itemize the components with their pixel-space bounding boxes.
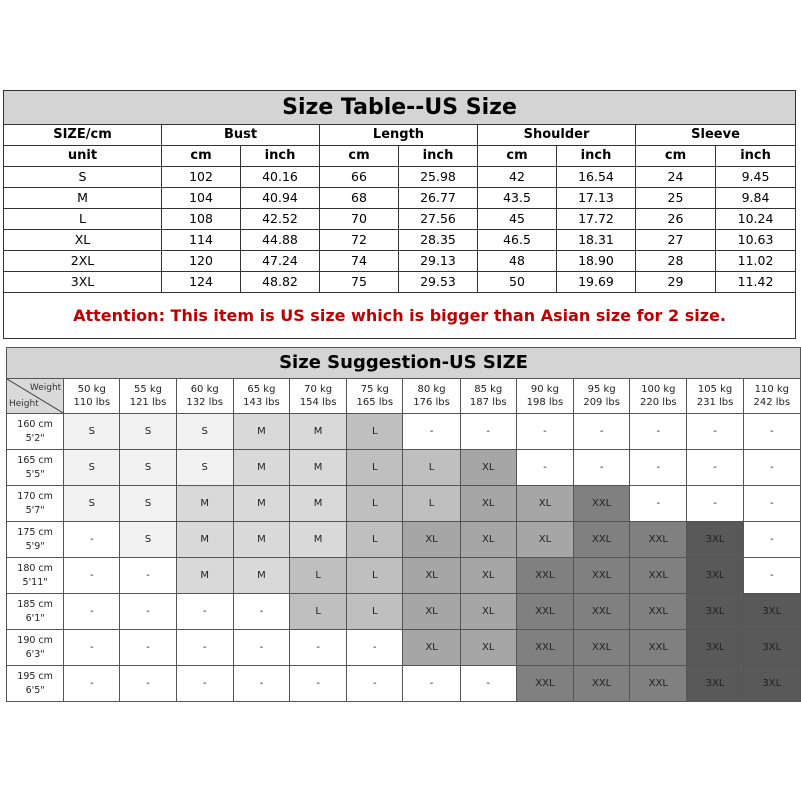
size-suggestion-cell: XXL: [516, 594, 573, 630]
measurement-cell: 124: [162, 272, 241, 293]
size-suggestion-cell: 3XL: [687, 630, 743, 666]
height-row: [7, 630, 801, 666]
size-suggestion-cell: -: [516, 450, 573, 486]
height-ft: 5'2": [25, 432, 45, 444]
measurement-cell: 74: [320, 251, 399, 272]
size-label: 3XL: [4, 272, 162, 293]
measurement-cell: 16.54: [557, 167, 636, 188]
measurement-cell: 45: [478, 209, 557, 230]
size-suggestion-cell: -: [64, 522, 120, 558]
header-sleeve: Sleeve: [636, 125, 796, 146]
height-cm: 175 cm: [17, 526, 53, 538]
size-suggestion-cell: M: [176, 486, 233, 522]
weight-kg: 105 kg: [697, 384, 733, 395]
weight-kg: 95 kg: [587, 384, 616, 395]
size-suggestion-cell: -: [120, 594, 176, 630]
size-suggestion-cell: -: [403, 666, 460, 702]
measurement-cell: 104: [162, 188, 241, 209]
weight-header: [233, 379, 289, 414]
size-suggestion-cell: -: [347, 630, 403, 666]
size-suggestion-cell: M: [233, 486, 289, 522]
weight-header: [347, 379, 403, 414]
size-row: [4, 167, 796, 188]
size-label: S: [4, 167, 162, 188]
header-length: Length: [320, 125, 478, 146]
measurement-cell: 44.88: [241, 230, 320, 251]
size-suggestion-cell: L: [347, 486, 403, 522]
size-suggestion-cell: XXL: [574, 486, 630, 522]
height-header: [7, 486, 64, 522]
height-row: [7, 594, 801, 630]
measurement-cell: 102: [162, 167, 241, 188]
size-suggestion-cell: -: [233, 666, 289, 702]
size-suggestion-cell: -: [687, 414, 743, 450]
corner-height-label: Height: [9, 399, 39, 409]
weight-kg: 65 kg: [247, 384, 276, 395]
weight-kg: 90 kg: [530, 384, 559, 395]
header-bust: Bust: [162, 125, 320, 146]
weight-kg: 110 kg: [754, 384, 790, 395]
size-suggestion-cell: -: [687, 486, 743, 522]
size-suggestion-cell: XXL: [574, 522, 630, 558]
size-suggestion-cell: -: [290, 630, 347, 666]
size-suggestion-cell: M: [290, 414, 347, 450]
measurement-cell: 17.72: [557, 209, 636, 230]
weight-header: [176, 379, 233, 414]
size-suggestion-cell: L: [347, 594, 403, 630]
height-ft: 5'7": [25, 504, 45, 516]
measurement-cell: 46.5: [478, 230, 557, 251]
measurement-cell: 24: [636, 167, 716, 188]
size-suggestion-cell: XXL: [574, 558, 630, 594]
measurement-cell: 19.69: [557, 272, 636, 293]
size-suggestion-cell: -: [574, 414, 630, 450]
size-suggestion-cell: -: [64, 666, 120, 702]
measurement-cell: 28: [636, 251, 716, 272]
height-header: [7, 414, 64, 450]
measurement-cell: 26.77: [399, 188, 478, 209]
height-cm: 160 cm: [17, 418, 53, 430]
size-suggestion-cell: M: [290, 450, 347, 486]
height-header: [7, 450, 64, 486]
size-suggestion-cell: XXL: [516, 558, 573, 594]
weight-lbs: 143 lbs: [243, 397, 280, 408]
size-suggestion-cell: S: [120, 522, 176, 558]
size-suggestion-cell: L: [290, 594, 347, 630]
size-suggestion-cell: -: [743, 558, 800, 594]
weight-lbs: 209 lbs: [583, 397, 620, 408]
size-suggestion-cell: -: [176, 594, 233, 630]
size-suggestion-cell: -: [290, 666, 347, 702]
size-suggestion-cell: XL: [516, 522, 573, 558]
measurement-cell: 43.5: [478, 188, 557, 209]
size-suggestion-cell: L: [347, 522, 403, 558]
measurement-cell: 9.45: [716, 167, 796, 188]
size-suggestion-cell: S: [176, 414, 233, 450]
size-suggestion-cell: S: [176, 450, 233, 486]
size-suggestion-cell: XL: [403, 522, 460, 558]
size-row: [4, 230, 796, 251]
measurement-cell: 40.16: [241, 167, 320, 188]
size-suggestion-cell: L: [290, 558, 347, 594]
height-ft: 6'1": [25, 612, 45, 624]
height-header: [7, 666, 64, 702]
size-suggestion-cell: 3XL: [743, 666, 800, 702]
weight-header: [687, 379, 743, 414]
weight-lbs: 242 lbs: [753, 397, 791, 408]
measurement-cell: 42.52: [241, 209, 320, 230]
measurement-cell: 72: [320, 230, 399, 251]
size-suggestion-cell: XXL: [574, 666, 630, 702]
measurement-cell: 114: [162, 230, 241, 251]
height-header: [7, 522, 64, 558]
size-suggestion-cell: XL: [403, 594, 460, 630]
size-row: [4, 188, 796, 209]
size-suggestion-cell: -: [64, 594, 120, 630]
weight-header: [574, 379, 630, 414]
measurement-cell: 27.56: [399, 209, 478, 230]
height-row: [7, 414, 801, 450]
weight-lbs: 231 lbs: [696, 397, 734, 408]
size-suggestion-cell: -: [460, 414, 516, 450]
size-table-title: Size Table--US Size: [4, 91, 796, 125]
measurement-cell: 11.42: [716, 272, 796, 293]
size-suggestion-cell: -: [743, 522, 800, 558]
size-suggestion-cell: L: [347, 414, 403, 450]
size-suggestion-cell: -: [630, 450, 687, 486]
weight-kg: 85 kg: [474, 384, 503, 395]
size-suggestion-title: Size Suggestion-US SIZE: [7, 348, 801, 379]
header-size-cm: SIZE/cm: [4, 125, 162, 146]
size-suggestion-cell: L: [403, 450, 460, 486]
weight-header: [743, 379, 800, 414]
size-suggestion-cell: XXL: [630, 522, 687, 558]
weight-lbs: 220 lbs: [640, 397, 677, 408]
size-suggestion-cell: S: [64, 486, 120, 522]
weight-kg: 60 kg: [190, 384, 219, 395]
height-cm: 195 cm: [17, 670, 53, 682]
size-suggestion-cell: -: [233, 594, 289, 630]
weight-header: [290, 379, 347, 414]
size-suggestion-cell: L: [403, 486, 460, 522]
size-suggestion-cell: M: [233, 450, 289, 486]
size-suggestion-cell: M: [233, 522, 289, 558]
weight-kg: 75 kg: [360, 384, 389, 395]
size-suggestion-cell: M: [290, 486, 347, 522]
size-suggestion-cell: M: [233, 558, 289, 594]
size-suggestion-cell: XXL: [574, 594, 630, 630]
size-suggestion-cell: XL: [460, 450, 516, 486]
height-ft: 5'5": [25, 468, 45, 480]
unit-cell: cm: [478, 146, 557, 167]
measurement-cell: 9.84: [716, 188, 796, 209]
height-header: [7, 558, 64, 594]
size-label: M: [4, 188, 162, 209]
size-row: [4, 209, 796, 230]
size-suggestion-cell: S: [120, 414, 176, 450]
size-suggestion-cell: XXL: [516, 630, 573, 666]
size-suggestion-cell: -: [176, 630, 233, 666]
size-suggestion-cell: -: [403, 414, 460, 450]
size-suggestion-cell: -: [743, 414, 800, 450]
attention-row: [4, 293, 796, 339]
size-suggestion-cell: XL: [403, 630, 460, 666]
size-suggestion-cell: -: [347, 666, 403, 702]
size-suggestion-cell: XXL: [630, 666, 687, 702]
measurement-cell: 18.90: [557, 251, 636, 272]
height-row: [7, 558, 801, 594]
size-suggestion-cell: -: [630, 414, 687, 450]
size-suggestion-cell: S: [64, 414, 120, 450]
weight-header: [630, 379, 687, 414]
size-suggestion-cell: XXL: [630, 594, 687, 630]
measurement-cell: 29.13: [399, 251, 478, 272]
size-suggestion-cell: S: [120, 486, 176, 522]
measurement-cell: 26: [636, 209, 716, 230]
size-suggestion-cell: XXL: [574, 630, 630, 666]
weight-lbs: 154 lbs: [299, 397, 337, 408]
measurement-cell: 47.24: [241, 251, 320, 272]
attention-note: Attention: This item is US size which is bigger than Asian size for 2 size.: [4, 293, 796, 339]
size-suggestion-cell: -: [743, 486, 800, 522]
height-cm: 180 cm: [17, 562, 53, 574]
size-label: L: [4, 209, 162, 230]
weight-lbs: 110 lbs: [73, 397, 111, 408]
size-suggestion-cell: XXL: [630, 630, 687, 666]
size-row: [4, 272, 796, 293]
height-row: [7, 666, 801, 702]
size-suggestion-cell: M: [176, 558, 233, 594]
size-suggestion-cell: 3XL: [687, 594, 743, 630]
height-cm: 170 cm: [17, 490, 53, 502]
measurement-cell: 50: [478, 272, 557, 293]
size-suggestion-cell: -: [64, 630, 120, 666]
size-suggestion-cell: S: [120, 450, 176, 486]
unit-cell: inch: [716, 146, 796, 167]
measurement-cell: 48.82: [241, 272, 320, 293]
size-suggestion-table: [6, 347, 801, 702]
size-suggestion-cell: -: [574, 450, 630, 486]
unit-label: unit: [4, 146, 162, 167]
size-suggestion-cell: M: [176, 522, 233, 558]
height-cm: 185 cm: [17, 598, 53, 610]
measurement-cell: 42: [478, 167, 557, 188]
size-suggestion-cell: XL: [460, 486, 516, 522]
measurement-cell: 70: [320, 209, 399, 230]
size-label: XL: [4, 230, 162, 251]
size-suggestion-cell: -: [743, 450, 800, 486]
weight-kg: 70 kg: [304, 384, 333, 395]
size-suggestion-cell: XL: [460, 594, 516, 630]
height-cm: 190 cm: [17, 634, 53, 646]
weight-lbs: 176 lbs: [413, 397, 450, 408]
height-ft: 5'9": [25, 540, 45, 552]
measurement-cell: 27: [636, 230, 716, 251]
size-suggestion-cell: L: [347, 450, 403, 486]
size-suggestion-cell: 3XL: [743, 630, 800, 666]
size-suggestion-cell: -: [233, 630, 289, 666]
measurement-cell: 68: [320, 188, 399, 209]
size-suggestion-cell: XL: [460, 558, 516, 594]
size-suggestion-cell: XL: [403, 558, 460, 594]
size-suggestion-cell: -: [120, 558, 176, 594]
weight-header: [64, 379, 120, 414]
measurement-cell: 25.98: [399, 167, 478, 188]
measurement-cell: 48: [478, 251, 557, 272]
size-suggestion-cell: S: [64, 450, 120, 486]
weight-lbs: 187 lbs: [469, 397, 507, 408]
size-suggestion-cell: -: [176, 666, 233, 702]
unit-cell: inch: [557, 146, 636, 167]
unit-cell: cm: [636, 146, 716, 167]
size-suggestion-cell: -: [64, 558, 120, 594]
size-suggestion-cell: 3XL: [687, 666, 743, 702]
size-suggestion-cell: XL: [516, 486, 573, 522]
size-suggestion-cell: XL: [460, 630, 516, 666]
measurement-cell: 75: [320, 272, 399, 293]
weight-header: [460, 379, 516, 414]
size-suggestion-cell: -: [516, 414, 573, 450]
size-suggestion-cell: -: [687, 450, 743, 486]
weight-kg: 80 kg: [417, 384, 446, 395]
measurement-cell: 17.13: [557, 188, 636, 209]
size-suggestion-cell: -: [630, 486, 687, 522]
size-suggestion-cell: XL: [460, 522, 516, 558]
header-shoulder: Shoulder: [478, 125, 636, 146]
size-suggestion-cell: XXL: [630, 558, 687, 594]
height-cm: 165 cm: [17, 454, 53, 466]
measurement-cell: 10.63: [716, 230, 796, 251]
measurement-cell: 108: [162, 209, 241, 230]
weight-kg: 55 kg: [133, 384, 163, 395]
measurement-cell: 29: [636, 272, 716, 293]
size-suggestion-cell: -: [120, 666, 176, 702]
height-header: [7, 594, 64, 630]
weight-lbs: 165 lbs: [356, 397, 394, 408]
weight-lbs: 132 lbs: [186, 397, 224, 408]
unit-cell: cm: [162, 146, 241, 167]
height-ft: 6'3": [25, 648, 45, 660]
height-header: [7, 630, 64, 666]
measurement-cell: 120: [162, 251, 241, 272]
weight-kg: 100 kg: [641, 384, 676, 395]
height-row: [7, 522, 801, 558]
unit-cell: inch: [241, 146, 320, 167]
measurement-cell: 40.94: [241, 188, 320, 209]
size-suggestion-cell: M: [290, 522, 347, 558]
measurement-cell: 28.35: [399, 230, 478, 251]
unit-cell: cm: [320, 146, 399, 167]
size-suggestion-cell: L: [347, 558, 403, 594]
size-suggestion-cell: 3XL: [743, 594, 800, 630]
size-suggestion-cell: 3XL: [687, 522, 743, 558]
weight-header: [120, 379, 176, 414]
measurement-cell: 29.53: [399, 272, 478, 293]
weight-kg: 50 kg: [77, 384, 106, 395]
weight-lbs: 121 lbs: [129, 397, 167, 408]
unit-cell: inch: [399, 146, 478, 167]
size-row: [4, 251, 796, 272]
size-table: [3, 90, 796, 339]
measurement-cell: 18.31: [557, 230, 636, 251]
corner-weight-label: Weight: [29, 383, 62, 393]
height-ft: 6'5": [25, 684, 45, 696]
measurement-cell: 11.02: [716, 251, 796, 272]
size-suggestion-cell: -: [120, 630, 176, 666]
height-row: [7, 486, 801, 522]
weight-header: [403, 379, 460, 414]
weight-header: [516, 379, 573, 414]
weight-height-corner: [7, 379, 64, 414]
size-label: 2XL: [4, 251, 162, 272]
size-suggestion-cell: M: [233, 414, 289, 450]
size-suggestion-cell: 3XL: [687, 558, 743, 594]
measurement-cell: 10.24: [716, 209, 796, 230]
height-row: [7, 450, 801, 486]
size-suggestion-cell: XXL: [516, 666, 573, 702]
height-ft: 5'11": [22, 576, 48, 588]
measurement-cell: 66: [320, 167, 399, 188]
weight-lbs: 198 lbs: [526, 397, 564, 408]
measurement-cell: 25: [636, 188, 716, 209]
size-suggestion-cell: -: [460, 666, 516, 702]
